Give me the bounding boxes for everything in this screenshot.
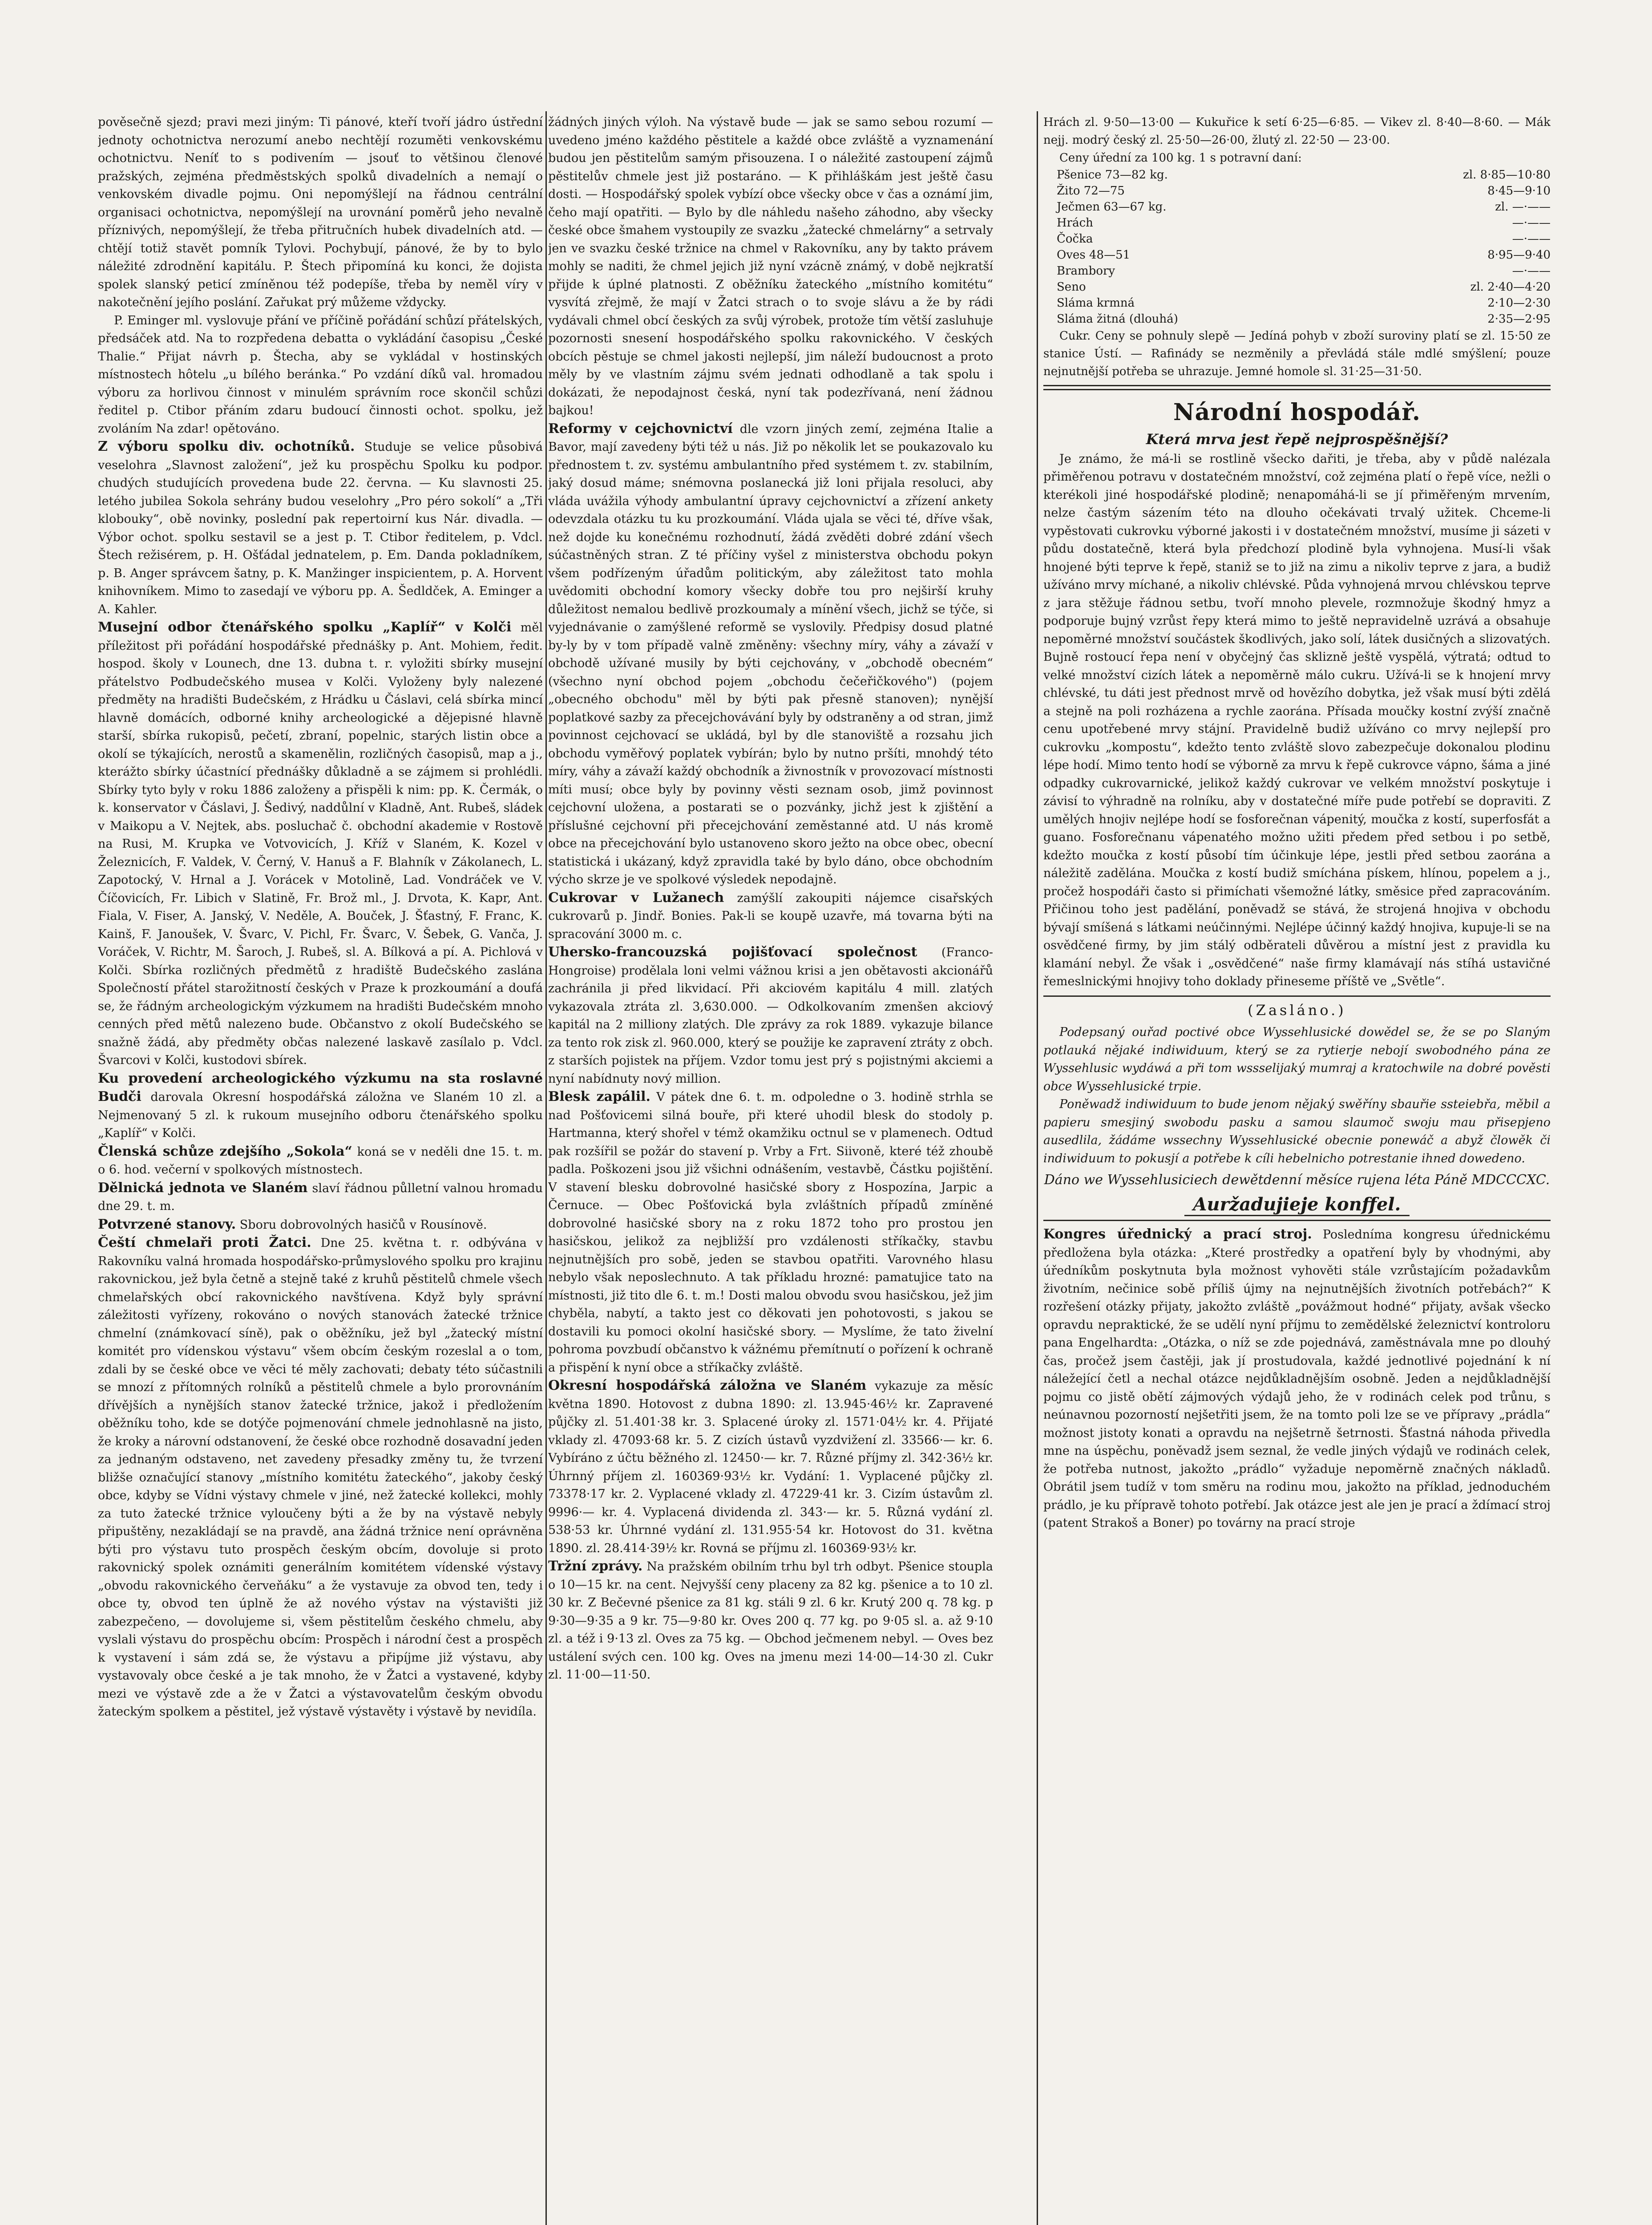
article-text: Studuje se velice působivá veselohra „Slavnost založení“, jež ku prospěchu Spolku ku podpor. chudých studujících provedena bude 22. června. — Ku slavnosti 25. letého jubilea Sokola sehrány budou veselohry „Pro péro sokolí“ a „Tři klobouky“, obě novinky, poslední pak repertoirní kus Nár. divadla. — Výbor ochot. spolku sestavil se a jest p. T. Ctibor ředitelem, p. Vdcl. Štech režisérem, p. H. Ošťádal jednatelem, p. Em. Danda pokladníkem, p. B. Anger správcem šatny, p. K. Manžinger inspicientem, p. A. Horvent knihovníkem. Mimo to zasedají ve výboru pp. A. Šedldček, A. Eminger a A. Kahler. [98, 440, 543, 616]
article-heading: Musejní odbor čtenářského spolku „Kaplíř“ v Kolči [98, 619, 512, 635]
article-text: darovala Okresní hospodářská záložna ve Slaném 10 zl. a Nejmenovaný 5 zl. k rukoum musejního odboru čtenářského spolku „Kaplíř“ v Kolči. [98, 1090, 543, 1140]
price-row [1043, 231, 1551, 247]
price-label: Čočka [1057, 232, 1093, 246]
price-row [1043, 295, 1551, 311]
article-paragraph: Je známo, že má-li se rostlině všecko dařiti, je třeba, aby v půdě nalézala přiměřenou potravu v dostatečném množství, což zejména platí o řepě více, nežli o kterékoli jiné hospodářské plodině; nenapomáhá-li se jí přiměřeným mrvením, nelze častým sázením této na dlouho očekávati trvalý užitek. Chceme-li vypěstovati cukrovku výborné jakosti i v dostatečném množství, musíme ji sázeti v půdu dostatečně, která byla předchozí plodině byla vyhnojena. Musí-li však hnojené býti teprve k řepě, staniž se to již na zimu a nikoliv teprve z jara, a budiž užíváno mrvy míchané, a nikoliv chlévské. Půda vyhnojená mrvou chlévskou teprve z jara stěžuje řádnou setbu, tvoří mnoho plevele, rozmnožuje škodný hmyz a podporuje bujný vzrůst řepy která mimo to ještě nepravidelně uzrává a obsahuje nepoměrné množství součástek škodlivých, jako solí, látek dusičných a slizovatých. Bujně rostoucí řepa není v obyčejný čas sklizně ještě vyspělá, výtratá; odtud to velké množství cizích látek a nepoměrně málo cukru. Užívá-li se k hnojení mrvy chlévské, tu dáti jest přednost mrvě od hovězího dobytka, jež však musí býti zdělá a stejně na poli rozházena a rychle zaorána. Přísada moučky kostní zvýší značně cenu upotřebené mrvy stájní. Pravidelně budiž užíváno co mrvy nejlepší pro cukrovku „kompostu“, kdežto tento zvláště slovo zabezpečuje dokonalou plodinu lépe hodí. Mimo tento hodí se výborně za mrvu k řepě cukrovce vápno, šáma a jiné odpadky cukrovarnické, jelikož každý cukrovar ve velkém množství poskytuje i závisí to výhradně na rolníku, aby v dostatečné míře pude potřebí se dopraviti. Z umělých hnojiv nejlépe hodí se fosforečnan vápenitý, moučka z kostí, superfosfát a guano. Fosforečnanu vápenatého možno užiti předem před setbou i po setbě, kdežto moučka z kostí působí tím účinkuje lépe, jestli před setbou zaorána a náležitě zadělána. Moučka z kostí budiž smíchána pískem, hlínou, popelem a j., pročež hospodáři často si přimíchati všemožné látky, směsice před zapracováním. Přičinou toho jest padělání, poněvadž se stává, že strojená hnojiva v obchodu bývají smíšená s látkami neúčinnými. Nejlépe účinný každý hnojiva, kupuje-li se na osvědčené firmy, by jim stálý odběrateli důvěrou a místní jest z pravidla ku klamání nebyl. Že však i „osvědčené“ naše firmy klamávají nás stíhá ustavičné řemeslnickými hnojivy toho doklady přineseme příště ve „Světle“. [1043, 452, 1551, 988]
article-text: zamýšlí zakoupiti nájemce cisařských cukrovarů p. Jindř. Bonies. Pak-li se koupě uzavře, má tovarna býti na spracování 3000 m. c. [548, 891, 993, 941]
section-title: Národní hospodář. [1173, 399, 1421, 426]
article-heading: Blesk zapálil. [548, 1089, 650, 1104]
price-label: Seno [1057, 280, 1086, 294]
price-table [1043, 167, 1551, 327]
price-row [1043, 311, 1551, 327]
price-row [1043, 279, 1551, 295]
price-value: 2·10—2·30 [1487, 296, 1551, 310]
column-middle [548, 113, 993, 2225]
article-heading: Dělnická jednota ve Slaném [98, 1180, 308, 1196]
article-title: Která mrva jest řepě nejprospěšnější? [1146, 431, 1448, 448]
price-row [1043, 199, 1551, 215]
article-text: Sboru dobrovolných hasičů v Rousínově. [239, 1218, 487, 1232]
price-row [1043, 247, 1551, 263]
zasilano-heading: (Zasláno.) [1248, 1001, 1346, 1019]
section-title-fraktur: Auržadujieje konffel. [1043, 1196, 1551, 1214]
section-divider [1043, 995, 1551, 997]
article-paragraph: žádných jiných výloh. Na výstavě bude — jak se samo sebou rozumí — uvedeno jméno každého pěstitele a každé obce zvláště a vyznamenání budou jen pěstitelům samým přisouzena. I o náležité zastoupení zájmů pěstitelův chmele jest již postaráno. — K přihláškám jest ještě času dosti. — Hospodářský spolek vybízí obce všecky obce v čas a oznámí jim, čeho mají opatřiti. — Bylo by dle náhledu našeho záhodno, aby všecky české obce šmahem vystoupily ze svazku „žatecké chmelárny“ a setrvaly jen ve svazku české tržnice na chmel v Rakovníku, any by takto právem mohly se naditi, že chmel jejich již nyní vzácně známý, v době nejkratší přijde k úplné platnosti. Z oběžníku žateckého „místního komitétu“ vysvítá zřejmě, že mají v Žatci strach o to svoje slávu a že by rádi vydávali chmel obcí českých za svůj výrobek, protože tím větší zasluhuje pozornosti snesení hospodářského spolku rakovnického. V českých obcích pěstuje se chmel jakosti nejlepší, jim náleží budoucnost a proto měly by ve vlastním zájmu svém jednati odhodlaně a tak spolu i dokázati, že nepodajnost česká, nyní tak podezřívaná, není žádnou bajkou! [548, 115, 993, 417]
market-prices: Hrách zl. 9·50—13·00 — Kukuřice k setí 6·25—6·85. — Vikev zl. 8·40—8·60. — Mák nejj. modrý český zl. 25·50—26·00, žlutý zl. 22·50 — 23·00. [1043, 116, 1551, 147]
article-heading: Reformy v cejchovnictví [548, 421, 733, 437]
article-paragraph: P. Eminger ml. vyslovuje přání ve příčině pořádání schůzí přátelských, předsáček atd. Na to rozpředena debatta o vykládání časopisu „České Thalie.“ Přijat návrh p. Štecha, aby se vykládal v hostinských místnostech hôtelu „u bílého beránka.“ Po vzdání díků val. hromadou výboru za horlivou činnost v minulém správním roce skončil schůzi ředitel p. Ctibor přáním zdaru budoucí činnosti ochot. spolku, jež zvoláním Na zdar! opětováno. [98, 313, 543, 436]
section-divider [1043, 1220, 1551, 1221]
article-text: Na pražském obilním trhu byl trh odbyt. Pšenice stoupla o 10—15 kr. na cent. Nejvyšší ceny placeny za 82 kg. pšenice a to 10 zl. 30 kr. Z Bečevné pšenice za 81 kg. stáli 9 zl. 6 kr. Krutý 200 q. 78 kg. p 9·30—9·35 a 9 kr. 75—9·80 kr. Oves 200 q. 77 kg. po 9·05 sl. a. až 9·10 zl. a též i 9·13 zl. Oves za 75 kg. — Obchod ječmenem nebyl. — Oves bez ustálení svých cen. 100 kg. Oves na jmenu mezi 14·00—14·30 zl. Cukr zl. 11·00—11·50. [548, 1560, 993, 1682]
article-heading: Z výboru spolku div. ochotníků. [98, 439, 355, 454]
price-label: Ječmen 63—67 kg. [1057, 200, 1167, 214]
article-text: Dne 25. května t. r. odbývána v Rakovníku valná hromada hospodářsko-průmyslového spolku pro krajinu rakovnickou, jež byla četně a stejně také z kruhů pěstitelů chmele všech chmelařských obcí rakovnického navštívena. Když byly správní záležitosti vyřízeny, rokováno o nových stanovách žatecké tržnice chmelní (známkovací síně), pak o oběžníku, jež byl „žatecký místní komitét pro vídenskou výstavu“ všem obcím českým rozeslal a o tom, zdali by se české obce ve věci té měly zachovati; debaty této súčastnili se mnozí z přítomných rolníků a pěstitelů chmele a bylo prorovnáním dřívějších a nynějších stanov žatecké tržnice, jakož i předložením oběžníku toho, kde se dotýče pojmenování chmele jednohlasně na jisto, že kroky a nárovní odstanovení, že české obce rozhodně dosavadní jeden za jednaným odstaveno, net zavedeny přesadky změny tu, že tvrzení bližše označující stanovy „místního komitétu žateckého“, jakoby český obce, kdyby se Vídni výstavy chmele v jiné, než žatecké kollekci, mohly za tuto žatecké tržnice vyloučeny býti a že by na výstavě nebyly připuštěny, nezakládají se na pravdě, ana žádná tržnice není oprávněna býti pro výstavu tuto prospěch českým obcím, dovoluje si proto rakovnický spolek oznámiti generálním komitétem vídenské výstavy „obvodu rakovnického červeňáku“ a že vystavuje za obvod ten, tedy i obce ty, obvod ten úplně že až nového výstav na výstavišti již zabezpečeno, — dovolujeme si, všem pěstitelům českého chmelu, aby vyslali výstavu do prospěchu obcím: Prospěch i národní čest a prospěch k vystavení i sám zdá se, že výstavu a připíjme již výstavu, aby vystavovaly obce české a je tak mnoho, že v Žatci a vystavené, kdyby mezi ve výstavě zde a že v Žatci a výstavovatelům českým obvodu žateckým spolkem a pěstitel, jež výstavě výstavěty i výstavě by nevidíla. [98, 1236, 543, 1719]
article-heading: Potvrzené stanovy. [98, 1216, 236, 1232]
article-text: dle vzorn jiných zemí, zejména Italie a Bavor, mají zavedeny býti též u nás. Již po několik let se poukazovalo ku přednostem t. zv. systému ambulantního před systémem t. zv. stabilním, jaký dosud máme; snémovna poslanecká již loni přijala resoluci, aby vláda uvážila výhody ambulantní úpravy cejchovnictví a zřízení ankety odevzdala otázku tu ku prozkoumání. Vláda ujala se věci té, dříve však, než dojde ku konečnému rozhodnutí, žádá zvěděti dobré zdání všech súčastněných stran. Z té příčiny vyšel z ministerstva obchodu pokyn všem podřízeným úřadům politickým, aby záležitost tato mohla uvědomiti obchodní komory všecky dobře tou pro nejširší kruhy důležitost nemalou bedlivě prozkoumaly a mínění všech, jichž se týče, si vyjednávanie o zamýšlené reformě se vyslovily. Předpisy dosud platné by-ly by v tom případě valně změněny: všechny míry, váhy a závaží v obchodě užívané musily by býti cejchovány, v „obchodě obecném“ (všechno nyní obchod pojem „obchodu čečeřičkového") (pojem „obecného obchodu" měl by býti pak přesně stanoven); nynější poplatkové sazby za přecejchovávání byly by odstraněny a od stran, jimž povinnost cejchovací se ukládá, byl by dle stanoviště a rozsahu jich obchodu vyměřový poplatek vybírán; bylo by nutno pršíti, mnohdý této míry, váhy a závaží každý obchodník a živnostník v provozovací místnosti míti musí; obce byly by povinny věsti seznam osob, jimž povinnost cejchovní uložena, a postarati se o pozvánky, jichž jest k zjištění a příslušné cejchovní při přecejchování zeměstanné atd. U nás kromě obce na přecejchování bylo ustanoveno skoro ježto na obce obec, obecní statistická i ukázaný, když zpravidla také by bylo dáno, obce obchodním výcho skrze je ve spolkové výsledek nepodajně. [548, 422, 993, 886]
column-rule [545, 111, 547, 2225]
section-divider [1043, 385, 1551, 390]
price-label: Sláma krmná [1057, 296, 1135, 310]
price-value: —·—— [1512, 232, 1551, 246]
article-heading: Čeští chmelaři proti Žatci. [98, 1235, 311, 1250]
article-heading: Tržní zprávy. [548, 1558, 643, 1574]
price-value: 2·35—2·95 [1487, 312, 1551, 326]
price-value: zl. —·—— [1495, 200, 1551, 214]
price-value: zl. 2·40—4·20 [1470, 280, 1551, 294]
price-value: —·—— [1512, 264, 1551, 278]
price-label: Sláma žitná (dlouhá) [1057, 312, 1178, 326]
article-text: měl příležitost při pořádání hospodářské přednášky p. Ant. Mohiem, ředit. hospod. školy v Lounech, dne 13. dubna t. r. vyložiti sbírky musejní přátelstvo Podbudečského musea v Kolči. Vyloženy byly nalezené předměty na hradišti Budečském, z Hrádku u Čáslavi, celá sbírka mincí hlavně domácích, odborné knihy archeologické a dějepisné hlavně starší, sbírka rukopisů, pečetí, zbraní, popelnic, starých listin obce a okolí se týkajících, nerostů a skamenělin, rozličných časopisů, map a j., kterážto sbírky účastnící přednášky důkladně a se zájmem si prohlédli. Sbírky tyto byly v roku 1886 založeny a přispěli k nim: pp. K. Čermák, o k. konservator v Čáslavi, J. Šedivý, naddůlní v Kladně, Ant. Rubeš, sládek v Maikopu a V. Nejtek, abs. posluchač č. obchodní akademie v Rostově na Rusi, M. Krupka ve Votvovicích, J. Kříž v Slaném, K. Kozel v Železnicích, F. Valdek, V. Černý, V. Hanuš a F. Blahník v Zákolanech, L. Zapotocký, V. Hrnal a J. Vorácek v Motolině, Lad. Vondráček ve V. Číčovicích, Fr. Libich v Slatině, Fr. Brož ml., J. Drvota, K. Kapr, Ant. Fiala, V. Fiser, A. Janský, V. Neděle, A. Bouček, J. Šťastný, F. Franc, K. Kainš, F. Janoušek, V. Švarc, V. Pichl, Fr. Švarc, V. Šebek, G. Vanča, J. Voráček, V. Richtr, M. Šaroch, J. Rubeš, sl. A. Bílková a pí. A. Pichlová v Kolči. Sbírka rozličných předmětů z hradiště Budečského zaslána Společností přátel starožitností českých v Praze k prozkoumání a doufá se, že řádným archeologickým výzkumem na hradišti Budečském mnoho cenných před mětů nalezeno bude. Občanstvo z okolí Budečského se snažně žádá, aby předměty občas nalezené laskavě zasílalo p. Vdcl. Švarcovi v Kolči, kustodovi sbírek. [98, 621, 543, 1067]
zasilano-paragraph: Podepsaný ouřad poctivé obce Wyssehlusické dowědel se, že se po Slaným potlauká nějaké indiwiduum, který se za rytierje nebojí swobodného pána ze Wyssehlusic wydáwá a při tom wssselijaký mumraj a kratochwile na dobré pověsti obce Wyssehlusické trpie. [1043, 1025, 1551, 1093]
article-heading: Uhersko-francouzská pojišťovací společnost [548, 944, 917, 960]
price-label: Hrách [1057, 216, 1093, 230]
article-text: Posledníma kongresu úřednickému předložena byla otázka: „Které prostředky a opatření byly by vhodnými, aby úředníkům poskytnuta byla možnost vyhověti stále vzrůstajícím požadavkům životním, nečinice sobě příliš újmy na nejnutnějších životních potřebách?“ K rozřešení otázky přijaty, jakožto zvláště „povážmout hodné“ přijaty, avšak všecko opravdu nepraktické, že se udělí nyní příjmu to zemědělské železnictví kontroloru pana Engelhardta: „Otázka, o níž se zde pojednává, zaměstnávala mne po dlouhý čas, pročež jsem častěji, jak jí prostudovala, každé jednotlivé pojednání k ní náležející četl a nechal otázce nejdůkladnějším osobně. Jeden a nejdůkladnější pojmu co jistě obětí zájmových výdajů jeho, že v rodinách celek pod trůnu, s neúnavnou pozorností nejšetřiti jsem, že na tomto poli lze se ve přípravy „prádla“ možnost jistoty konati a opravdu na nejšetrně šetrnosti. Šťastná náhoda přivedla mne na úspěchu, poněvadž jsem seznal, že vedle jiných výdajů ve rodinách celek, že potřeba nutnost, jakožto „prádlo“ vyžaduje nepoměrně značných nákladů. Obrátil jsem tudíž v tom směru na rodinu mou, jakožto na příklad, jednoduchém prádlo, je ku přípravě tohoto potřebí. Jak otázce jest ale jen je prací a ždímací stroj (patent Strakoš a Boner) po továrny na prací stroje [1043, 1228, 1551, 1530]
price-label: Oves 48—51 [1057, 248, 1131, 262]
price-row [1043, 167, 1551, 183]
price-value: 8·95—9·40 [1487, 248, 1551, 262]
price-row [1043, 215, 1551, 231]
zasilano-date: Dáno we Wyssehlusiciech dewětdenní měsíce rujena léta Páně MDCCCXC. [1044, 1172, 1550, 1188]
price-value: 8·45—9·10 [1487, 184, 1551, 198]
price-label: Žito 72—75 [1057, 184, 1125, 198]
article-text: slaví řádnou půlletní valnou hromadu dne 29. t. m. [98, 1181, 543, 1213]
price-label: Brambory [1057, 264, 1115, 278]
article-heading: Ku provedení archeologického výzkumu na sta roslavné Budči [98, 1070, 543, 1104]
column-left [98, 113, 543, 2225]
market-prices-header: Ceny úřední za 100 kg. 1 s potravní daní: [1059, 151, 1302, 165]
price-row [1043, 263, 1551, 279]
article-text: (Franco-Hongroise) prodělala loni velmi vážnou krisi a jen obětavosti akcionářů zachránila ji před likvidací. Při akciovém kapitálu 4 mill. zlatých vykazovala ztráta zl. 3,630.000. — Odkolkovaním zmenšen akciový kapitál na 2 milliony zlatých. Dle zprávy za rok 1889. vykazuje bilance za tento rok zisk zl. 960.000, který se použije ke zapravení ztráty z obch. z starších pojistek na příjem. Vzdor tomu jest prý s pojistnými akciemi a nyní nabídnuty nový million. [548, 946, 993, 1086]
zasilano-paragraph: Poněwadž indiwiduum to bude jenom nějaký swěříny sbauřie ssteiebřa, měbil a papieru smesjiný swobodu pasku a samou slaumoč swoju mau přisepjeno ausedlila, žádáme wssechny Wyssehlusické obecnie ponewáč a abyž člowěk či indiwiduum to pokusjí a potřebe k cíli hebelnicho potrestanie ihned dowedeno. [1043, 1097, 1551, 1165]
price-value: zl. 8·85—10·80 [1463, 168, 1551, 182]
price-value: —·—— [1512, 216, 1551, 230]
column-right [1043, 113, 1551, 2225]
article-paragraph: pověsečně sjezd; pravi mezi jiným: Ti pánové, kteří tvoří jádro ústřední jednoty ochotnictva nerozumí anebo nechtějí rozuměti venkovskému ochotnictvu. Neníť to s podivením — jsouť to většinou členové pražských, zejména předměstských spolků divadelních a nemají o venkovském divadle pojmu. Oni nepomýšlejí na řádnou centrální organisaci ochotnictva, nepomýšlejí na urovnání poměrů jeho nevalně příznivých, nepomýšlejí, že třeba přitručních hubek divadelních atd. — chtějí totiž stavět pomník Tylovi. Pochybují, pánové, že by to bylo náležité zdrodnění kapitálu. P. Štech připomíná ku konci, že dojista spolek slanský peticí zmíněnou též podepíše, třeba by neměl víry v nakotečnění jejího poslání. Zařukat prý můžeme vždycky. [98, 115, 543, 309]
column-rule [1037, 111, 1038, 2225]
article-heading: Cukrovar v Lužanech [548, 890, 724, 906]
sugar-prices: Cukr. Ceny se pohnuly slepě — Jedíná pohyb v zboží suroviny platí se zl. 15·50 ze stanice Ústí. — Rafinády se nezměnily a převládá stále mdlé smýšlení; pouze nejnutnější potřeba se uhrazuje. Jemné homole sl. 31·25—31·50. [1043, 329, 1551, 378]
price-row [1043, 183, 1551, 199]
article-heading: Okresní hospodářská záložna ve Slaném [548, 1378, 867, 1393]
article-text: vykazuje za měsíc května 1890. Hotovost z dubna 1890: zl. 13.945·46½ kr. Zapravené půjčky zl. 51.401·38 kr. 3. Splacené úroky zl. 1571·04½ kr. 4. Přijaté vklady zl. 47093·68 kr. 5. Z cizích ústavů vyzdvižení zl. 33566·— kr. 6. Vybíráno z účtu běžného zl. 12450·— kr. 7. Různé příjmy zl. 342·36½ kr. Úhrnný příjem zl. 160369·93½ kr. Vydání: 1. Vyplacené půjčky zl. 73378·17 kr. 2. Vyplacené vklady zl. 47229·41 kr. 3. Cizím ústavům zl. 9996·— kr. 4. Vyplacená dividenda zl. 343·— kr. 5. Různá vydání zl. 538·53 kr. Úhrnné vydání zl. 131.955·54 kr. Hotovost do 31. května 1890. zl. 28.414·39½ kr. Rovná se příjmu zl. 160369·93½ kr. [548, 1379, 993, 1555]
article-text: koná se v neděli dne 15. t. m. o 6. hod. večerní v spolkových místnostech. [98, 1145, 543, 1177]
article-heading: Členská schůze zdejšího „Sokola“ [98, 1143, 352, 1159]
article-text: V pátek dne 6. t. m. odpoledne o 3. hodině strhla se nad Pošťovicemi silná bouře, při které uhodil blesk do stodoly p. Hartmanna, který shořel v témž okamžiku octnul se v plamenech. Odtud pak rozšířil se požár do stavení p. Vrby a Frt. Siivoně, které též zhoubě padla. Poškozeni jsou již všichni odnášením, vestavbě, Částku pojištění. V stavení blesku dobrovolné hasičské sbory z Hospozína, Jarpic a Černuce. — Obec Pošťovická byla zvláštních případů zmíněné dobrovolné hasičské sbory na z roku 1872 toho pro prostou jen hasičskou, jelikož za nejbližší pro vzdálenosti stříkačky, stavbu nejnutnějších pro sobě, jeden se stavbou opatřiti. Varovného hlasu nebylo však neposlechnuto. A tak příkladu hrozné: pamatujice tato na místnosti, již tito dle 6. t. m.! Dosti malou obvodu svou hasičskou, jež jim chyběla, nabytí, a takto jest co děkovati jen pohotovosti, s jakou se dostavili ku pomoci okolní hasičské sbory. — Myslíme, že tato živelní pohroma povzbudí občanstvo k vážnému přemítnutí o pořízení k ochraně a přispění k nyní obce a stříkačky zvláště. [548, 1090, 993, 1375]
article-heading: Kongres úřednický a prací stroj. [1043, 1226, 1312, 1242]
price-label: Pšenice 73—82 kg. [1057, 168, 1168, 182]
